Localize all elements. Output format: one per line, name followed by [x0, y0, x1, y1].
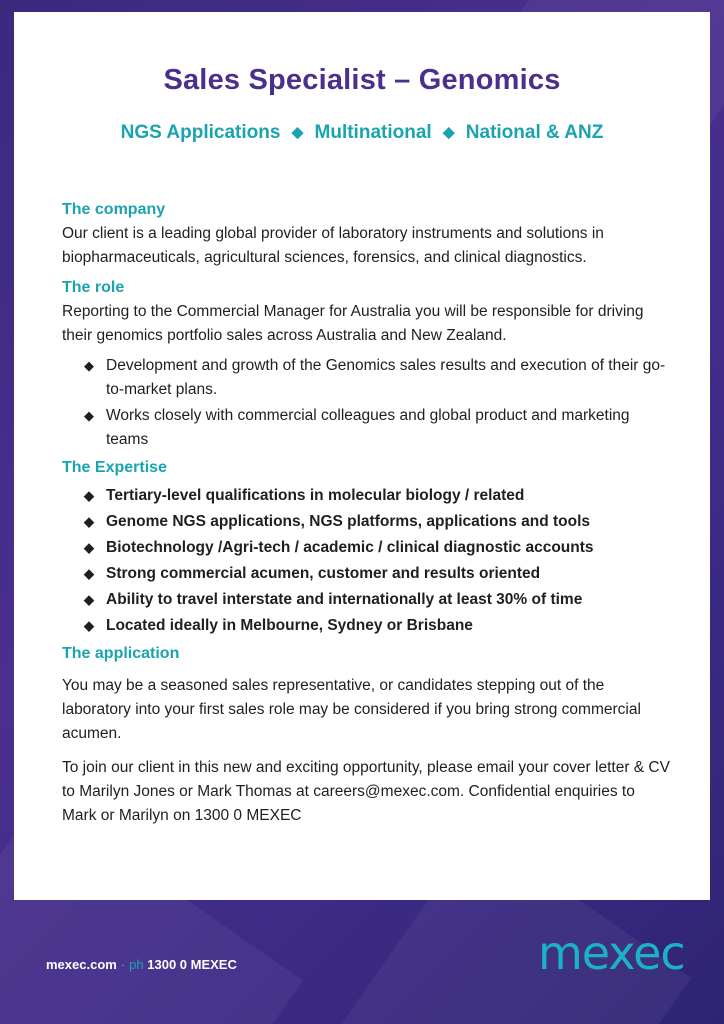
- diamond-icon: ◆: [84, 514, 94, 529]
- list-item: [84, 354, 672, 402]
- subtitle-item-ngs: NGS Applications: [120, 122, 281, 143]
- application-text-1: You may be a seasoned sales representative, or candidates stepping out of the laboratory into your first sales role may be considered if you bring strong commercial acumen.: [62, 677, 641, 742]
- website-link[interactable]: mexec.com: [46, 957, 117, 972]
- list-item: [84, 614, 672, 638]
- list-item-text: Located ideally in Melbourne, Sydney or Brisbane: [106, 617, 473, 634]
- diamond-icon: ◆: [84, 540, 94, 555]
- diamond-icon: ◆: [291, 124, 304, 141]
- role-bullets: [62, 354, 672, 452]
- job-description: [62, 198, 672, 838]
- diamond-icon: ◆: [84, 358, 94, 373]
- list-item: [84, 562, 672, 586]
- application-text-2: To join our client in this new and exciting opportunity, please email your cover letter & CV to Marilyn Jones or Mark Thomas at careers@mexec.com. Confidential enquiries to Mark or Marilyn on 1300 0 MEXEC: [62, 759, 670, 824]
- list-item-text: Genome NGS applications, NGS platforms, applications and tools: [106, 513, 591, 530]
- phone-label: ph: [129, 957, 144, 972]
- diamond-icon: ◆: [84, 592, 94, 607]
- diamond-icon: ◆: [84, 618, 94, 633]
- list-item-text: Development and growth of the Genomics sales results and execution of their go-to-market plans.: [106, 357, 666, 398]
- company-text: Our client is a leading global provider of laboratory instruments and solutions in biopharmaceuticals, agricultural sciences, forensics, and clinical diagnostics.: [62, 225, 604, 266]
- subtitle-item-multinational: Multinational: [314, 122, 432, 143]
- list-item: [84, 588, 672, 612]
- role-heading: The role: [62, 279, 125, 296]
- list-item: [84, 510, 672, 534]
- company-heading: The company: [62, 201, 166, 218]
- mexec-logo: mexec: [538, 926, 685, 980]
- subtitle: [0, 122, 724, 144]
- list-item-text: Ability to travel interstate and internationally at least 30% of time: [106, 591, 583, 608]
- diamond-icon: ◆: [442, 124, 455, 141]
- separator-dot: ·: [120, 957, 126, 972]
- subtitle-item-region: National & ANZ: [465, 122, 604, 143]
- application-heading: The application: [62, 645, 180, 662]
- diamond-icon: ◆: [84, 566, 94, 581]
- expertise-heading: The Expertise: [62, 459, 167, 476]
- list-item: [84, 484, 672, 508]
- list-item-text: Works closely with commercial colleagues and global product and marketing teams: [106, 407, 630, 448]
- list-item: [84, 404, 672, 452]
- expertise-bullets: [62, 484, 672, 638]
- phone-number: 1300 0 MEXEC: [147, 957, 237, 972]
- page-title: Sales Specialist – Genomics: [163, 64, 561, 96]
- list-item-text: Strong commercial acumen, customer and results oriented: [106, 565, 541, 582]
- role-text: Reporting to the Commercial Manager for Australia you will be responsible for driving their genomics portfolio sales across Australia and New Zealand.: [62, 303, 644, 344]
- list-item-text: Tertiary-level qualifications in molecular biology / related: [106, 487, 525, 504]
- list-item: [84, 536, 672, 560]
- list-item-text: Biotechnology /Agri-tech / academic / clinical diagnostic accounts: [106, 539, 594, 556]
- footer-contact: [46, 957, 237, 972]
- diamond-icon: ◆: [84, 488, 94, 503]
- diamond-icon: ◆: [84, 408, 94, 423]
